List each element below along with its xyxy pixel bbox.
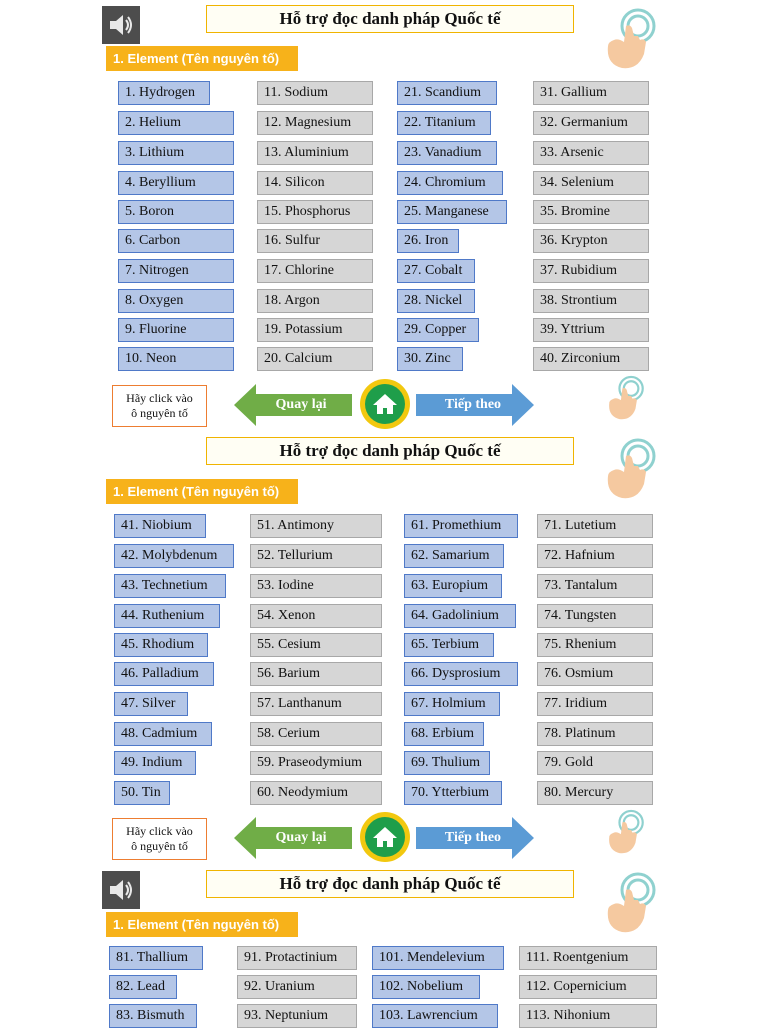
- page-title: Hỗ trợ đọc danh pháp Quốc tế: [206, 5, 574, 33]
- element-cell[interactable]: 15. Phosphorus: [257, 200, 373, 224]
- element-cell[interactable]: 43. Technetium: [114, 574, 226, 598]
- element-cell[interactable]: 22. Titanium: [397, 111, 491, 135]
- element-cell[interactable]: 29. Copper: [397, 318, 479, 342]
- element-cell[interactable]: 31. Gallium: [533, 81, 649, 105]
- element-cell[interactable]: 61. Promethium: [404, 514, 518, 538]
- element-cell[interactable]: 28. Nickel: [397, 289, 475, 313]
- element-cell[interactable]: 7. Nitrogen: [118, 259, 234, 283]
- element-cell[interactable]: 101. Mendelevium: [372, 946, 504, 970]
- element-cell[interactable]: 4. Beryllium: [118, 171, 234, 195]
- element-cell[interactable]: 73. Tantalum: [537, 574, 653, 598]
- element-cell[interactable]: 21. Scandium: [397, 81, 497, 105]
- element-cell[interactable]: 23. Vanadium: [397, 141, 497, 165]
- element-cell[interactable]: 51. Antimony: [250, 514, 382, 538]
- element-cell[interactable]: 49. Indium: [114, 751, 196, 775]
- panel-1: [0, 0, 768, 430]
- element-cell[interactable]: 111. Roentgenium: [519, 946, 657, 970]
- hand-pointer-icon: [598, 436, 664, 502]
- element-cell[interactable]: 13. Aluminium: [257, 141, 373, 165]
- element-cell[interactable]: 39. Yttrium: [533, 318, 649, 342]
- element-cell[interactable]: 112. Copernicium: [519, 975, 657, 999]
- element-cell[interactable]: 42. Molybdenum: [114, 544, 234, 568]
- element-cell[interactable]: 38. Strontium: [533, 289, 649, 313]
- element-cell[interactable]: 48. Cadmium: [114, 722, 212, 746]
- element-cell[interactable]: 68. Erbium: [404, 722, 484, 746]
- hint-line: ô nguyên tố: [131, 406, 188, 420]
- hint-box: [112, 385, 207, 427]
- element-cell[interactable]: 44. Ruthenium: [114, 604, 220, 628]
- element-cell[interactable]: 40. Zirconium: [533, 347, 649, 371]
- element-cell[interactable]: 80. Mercury: [537, 781, 653, 805]
- next-button[interactable]: [416, 384, 536, 426]
- element-cell[interactable]: 47. Silver: [114, 692, 188, 716]
- element-cell[interactable]: 5. Boron: [118, 200, 234, 224]
- element-cell[interactable]: 56. Barium: [250, 662, 382, 686]
- speaker-icon[interactable]: [102, 6, 140, 44]
- element-cell[interactable]: 19. Potassium: [257, 318, 373, 342]
- panel-2: [0, 432, 768, 862]
- element-cell[interactable]: 2. Helium: [118, 111, 234, 135]
- element-cell[interactable]: 16. Sulfur: [257, 229, 373, 253]
- hint-line: Hãy click vào: [126, 391, 193, 405]
- element-cell[interactable]: 59. Praseodymium: [250, 751, 382, 775]
- element-cell[interactable]: 33. Arsenic: [533, 141, 649, 165]
- element-cell[interactable]: 50. Tin: [114, 781, 170, 805]
- element-cell[interactable]: 92. Uranium: [237, 975, 357, 999]
- home-button[interactable]: [360, 379, 410, 429]
- element-cell[interactable]: 63. Europium: [404, 574, 502, 598]
- element-cell[interactable]: 17. Chlorine: [257, 259, 373, 283]
- element-cell[interactable]: 24. Chromium: [397, 171, 503, 195]
- element-cell[interactable]: 53. Iodine: [250, 574, 382, 598]
- home-icon: [365, 384, 405, 424]
- element-cell[interactable]: 65. Terbium: [404, 633, 494, 657]
- element-cell[interactable]: 74. Tungsten: [537, 604, 653, 628]
- element-cell[interactable]: 66. Dysprosium: [404, 662, 518, 686]
- element-cell[interactable]: 113. Nihonium: [519, 1004, 657, 1028]
- element-cell[interactable]: 27. Cobalt: [397, 259, 475, 283]
- element-cell[interactable]: 81. Thallium: [109, 946, 203, 970]
- element-cell[interactable]: 60. Neodymium: [250, 781, 382, 805]
- element-cell[interactable]: 71. Lutetium: [537, 514, 653, 538]
- panel-3: [0, 864, 768, 1024]
- page-title: Hỗ trợ đọc danh pháp Quốc tế: [206, 437, 574, 465]
- back-button-label: Quay lại: [275, 397, 327, 412]
- element-cell[interactable]: 12. Magnesium: [257, 111, 373, 135]
- element-cell[interactable]: 9. Fluorine: [118, 318, 234, 342]
- element-cell[interactable]: 55. Cesium: [250, 633, 382, 657]
- element-cell[interactable]: 67. Holmium: [404, 692, 500, 716]
- element-cell[interactable]: 18. Argon: [257, 289, 373, 313]
- element-cell[interactable]: 10. Neon: [118, 347, 234, 371]
- next-button[interactable]: [416, 817, 536, 859]
- element-cell[interactable]: 45. Rhodium: [114, 633, 208, 657]
- back-button[interactable]: [234, 384, 354, 426]
- hint-line: ô nguyên tố: [131, 839, 188, 853]
- element-cell[interactable]: 91. Protactinium: [237, 946, 357, 970]
- element-cell[interactable]: 54. Xenon: [250, 604, 382, 628]
- back-button-label: Quay lại: [275, 830, 327, 845]
- element-cell[interactable]: 70. Ytterbium: [404, 781, 502, 805]
- home-button[interactable]: [360, 812, 410, 862]
- element-cell[interactable]: 11. Sodium: [257, 81, 373, 105]
- element-cell[interactable]: 62. Samarium: [404, 544, 504, 568]
- element-cell[interactable]: 3. Lithium: [118, 141, 234, 165]
- back-button[interactable]: [234, 817, 354, 859]
- element-cell[interactable]: 37. Rubidium: [533, 259, 649, 283]
- section-label: 1. Element (Tên nguyên tố): [106, 912, 298, 937]
- element-cell[interactable]: 52. Tellurium: [250, 544, 382, 568]
- element-cell[interactable]: 41. Niobium: [114, 514, 206, 538]
- element-cell[interactable]: 14. Silicon: [257, 171, 373, 195]
- element-cell[interactable]: 83. Bismuth: [109, 1004, 197, 1028]
- element-cell[interactable]: 34. Selenium: [533, 171, 649, 195]
- element-cell[interactable]: 32. Germanium: [533, 111, 649, 135]
- hint-box: [112, 818, 207, 860]
- element-cell[interactable]: 36. Krypton: [533, 229, 649, 253]
- hint-line: Hãy click vào: [126, 824, 193, 838]
- hand-pointer-icon: [598, 870, 664, 936]
- element-cell[interactable]: 82. Lead: [109, 975, 177, 999]
- section-label: 1. Element (Tên nguyên tố): [106, 46, 298, 71]
- element-cell[interactable]: 20. Calcium: [257, 347, 373, 371]
- hand-pointer-icon: [602, 808, 650, 856]
- element-cell[interactable]: 78. Platinum: [537, 722, 653, 746]
- element-cell[interactable]: 57. Lanthanum: [250, 692, 382, 716]
- element-cell[interactable]: 103. Lawrencium: [372, 1004, 498, 1028]
- element-cell[interactable]: 30. Zinc: [397, 347, 463, 371]
- hand-pointer-icon: [598, 6, 664, 72]
- element-cell[interactable]: 72. Hafnium: [537, 544, 653, 568]
- element-cell[interactable]: 93. Neptunium: [237, 1004, 357, 1028]
- next-button-label: Tiếp theo: [444, 830, 502, 845]
- element-cell[interactable]: 35. Bromine: [533, 200, 649, 224]
- element-cell[interactable]: 75. Rhenium: [537, 633, 653, 657]
- hand-pointer-icon: [602, 374, 650, 422]
- element-cell[interactable]: 76. Osmium: [537, 662, 653, 686]
- element-cell[interactable]: 46. Palladium: [114, 662, 214, 686]
- element-cell[interactable]: 6. Carbon: [118, 229, 234, 253]
- element-cell[interactable]: 79. Gold: [537, 751, 653, 775]
- element-cell[interactable]: 58. Cerium: [250, 722, 382, 746]
- element-cell[interactable]: 25. Manganese: [397, 200, 507, 224]
- home-icon: [365, 817, 405, 857]
- element-cell[interactable]: 102. Nobelium: [372, 975, 480, 999]
- element-cell[interactable]: 77. Iridium: [537, 692, 653, 716]
- element-cell[interactable]: 1. Hydrogen: [118, 81, 210, 105]
- element-cell[interactable]: 26. Iron: [397, 229, 459, 253]
- element-cell[interactable]: 64. Gadolinium: [404, 604, 516, 628]
- page-title: Hỗ trợ đọc danh pháp Quốc tế: [206, 870, 574, 898]
- next-button-label: Tiếp theo: [444, 397, 502, 412]
- section-label: 1. Element (Tên nguyên tố): [106, 479, 298, 504]
- element-cell[interactable]: 8. Oxygen: [118, 289, 234, 313]
- speaker-icon[interactable]: [102, 871, 140, 909]
- element-cell[interactable]: 69. Thulium: [404, 751, 490, 775]
